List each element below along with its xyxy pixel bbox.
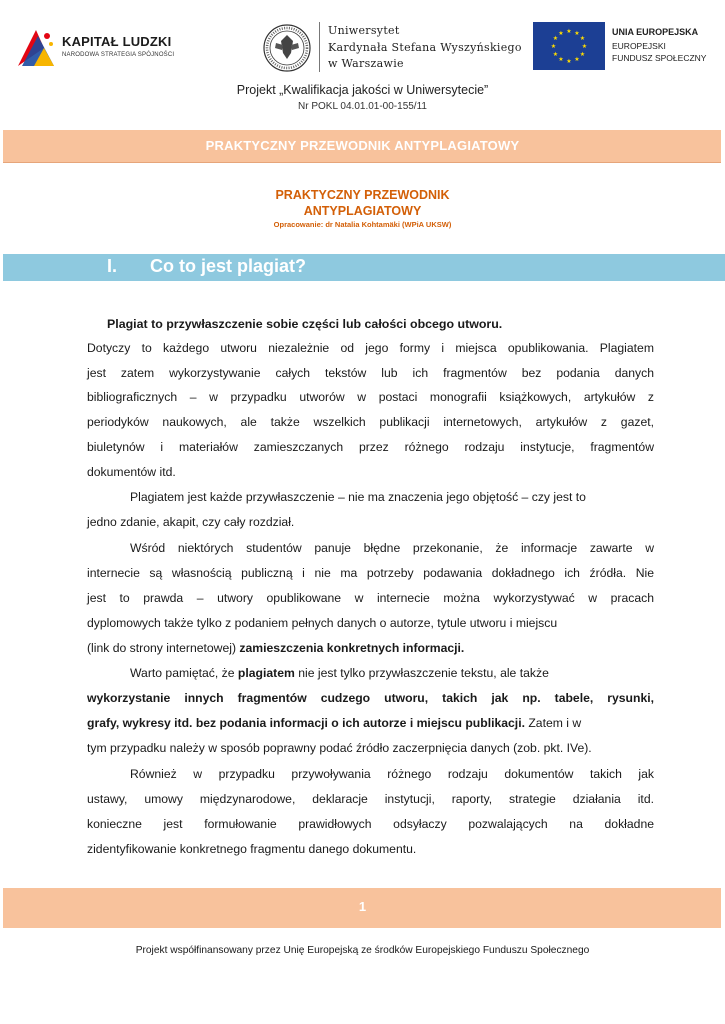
document-title-line2: ANTYPLAGIATOWY: [303, 204, 422, 218]
paragraph-line: jest zatem wykorzystywanie całych tekstów lub ich fragmentów bez podania danych: [87, 366, 654, 380]
university-name-line3: w Warszawie: [328, 57, 404, 70]
paragraph-line: [87, 716, 654, 730]
paragraph-text: Zatem i w: [524, 716, 582, 730]
svg-text:★: ★: [550, 43, 557, 50]
svg-text:★: ★: [552, 35, 559, 42]
svg-text:★: ★: [552, 51, 559, 58]
paragraph-line: biuletynów i materiałów zamieszczanych przez różnego rodzaju instytucje, fragmentów: [87, 440, 654, 454]
paragraph-line: ustawy, umowy międzynarodowe, deklaracje instytucji, raporty, strategie działania itd.: [87, 792, 654, 806]
paragraph-line: wykorzystanie innych fragmentów cudzego utworu, takich jak np. tabele, rysunki,: [87, 691, 654, 705]
svg-text:★: ★: [566, 28, 572, 35]
paragraph-line: periodyków naukowych, ale także wszelkich publikacji internetowych, artykułów z gazet,: [87, 415, 654, 429]
emphasis-text: plagiatem: [237, 666, 295, 680]
project-title: Projekt „Kwalifikacja jakości w Uniwersytecie”: [236, 83, 489, 97]
svg-text:★: ★: [581, 43, 588, 50]
paragraph-text: nie jest tylko przywłaszczenie tekstu, ale także: [294, 666, 549, 680]
document-title-line1: PRAKTYCZNY PRZEWODNIK: [275, 188, 450, 202]
paragraph-text: Warto pamiętać, że: [130, 666, 238, 680]
paragraph-line: Wśród niektórych studentów panuje błędne przekonanie, że informacje zawarte w: [130, 541, 654, 555]
paragraph-line: dyplomowych także tylko z podaniem pełnych danych o autorze, tytule utworu i miejscu: [87, 616, 558, 630]
paragraph-line: jedno zdanie, akapit, czy cały rozdział.: [87, 515, 295, 529]
paragraph-line: Dotyczy to każdego utworu niezależnie od jego formy i miejsca opublikowania. Plagiatem: [87, 341, 654, 355]
paragraph-line: tym przypadku należy w sposób poprawny podać źródło zaczerpnięcia danych (zob. pkt. IVe).: [87, 741, 592, 755]
banner-title: PRAKTYCZNY PRZEWODNIK ANTYPLAGIATOWY: [205, 138, 520, 153]
section-title: Co to jest plagiat?: [150, 256, 307, 276]
svg-text:★: ★: [566, 58, 572, 65]
paragraph-line: jest to prawda – utwory opublikowane w internecie można wykorzystywać w pracach: [87, 591, 654, 605]
section-number: I.: [107, 256, 118, 276]
university-name-line1: Uniwersytet: [328, 24, 400, 37]
header-divider: [319, 22, 320, 72]
lead-sentence: Plagiat to przywłaszczenie sobie części lub całości obcego utworu.: [107, 317, 503, 331]
kapital-ludzki-subtitle: NARODOWA STRATEGIA SPÓJNOŚCI: [62, 52, 175, 58]
document-title: [0, 187, 725, 219]
paragraph-line: [130, 666, 654, 680]
svg-text:★: ★: [558, 30, 564, 37]
page-number: 1: [358, 899, 367, 914]
svg-text:★: ★: [574, 56, 580, 63]
eu-label-line3: FUNDUSZ SPOŁECZNY: [612, 53, 707, 63]
kapital-ludzki-title: KAPITAŁ LUDZKI: [62, 34, 172, 49]
paragraph-line: Plagiatem jest każde przywłaszczenie – nie ma znaczenia jego objętość – czy jest to: [130, 490, 586, 504]
paragraph-text: (link do strony internetowej): [87, 641, 240, 655]
svg-text:★: ★: [574, 30, 580, 37]
eu-flag-logo: [533, 22, 605, 70]
svg-text:★: ★: [579, 51, 586, 58]
eu-label-line1: UNIA EUROPEJSKA: [612, 27, 699, 37]
paragraph-line: Również w przypadku przywoływania różnego rodzaju dokumentów takich jak: [130, 767, 654, 781]
university-seal-logo: [262, 23, 312, 73]
emphasis-text: zamieszczenia konkretnych informacji.: [239, 641, 465, 655]
paragraph-line: dokumentów itd.: [87, 465, 176, 479]
footer-note: Projekt współfinansowany przez Unię Europejską ze środków Europejskiego Funduszu Społecznego: [135, 945, 590, 956]
paragraph-line: [87, 641, 654, 655]
svg-text:★: ★: [579, 35, 586, 42]
paragraph-line: internecie są własnością publiczną i nie ma potrzeby podawania dokładnego ich źródła. Nie: [87, 566, 654, 580]
project-number: Nr POKL 04.01.01-00-155/11: [298, 101, 427, 112]
university-name-line2: Kardynała Stefana Wyszyńskiego: [328, 41, 522, 54]
emphasis-text: grafy, wykresy itd. bez podania informacji o ich autorze i miejscu publikacji.: [87, 716, 525, 730]
paragraph-line: konieczne jest formułowanie prawidłowych odsyłaczy pozwalających na dokładne: [87, 817, 654, 831]
paragraph-line: zidentyfikowanie konkretnego fragmentu danego dokumentu.: [87, 842, 417, 856]
eu-label-line2: EUROPEJSKI: [612, 41, 666, 51]
paragraph-line: bibliograficznych – w przypadku utworów w postaci monografii książkowych, artykułów z: [87, 390, 654, 404]
svg-text:★: ★: [558, 56, 564, 63]
document-author: Opracowanie: dr Natalia Kohtamäki (WPiA UKSW): [273, 220, 452, 229]
